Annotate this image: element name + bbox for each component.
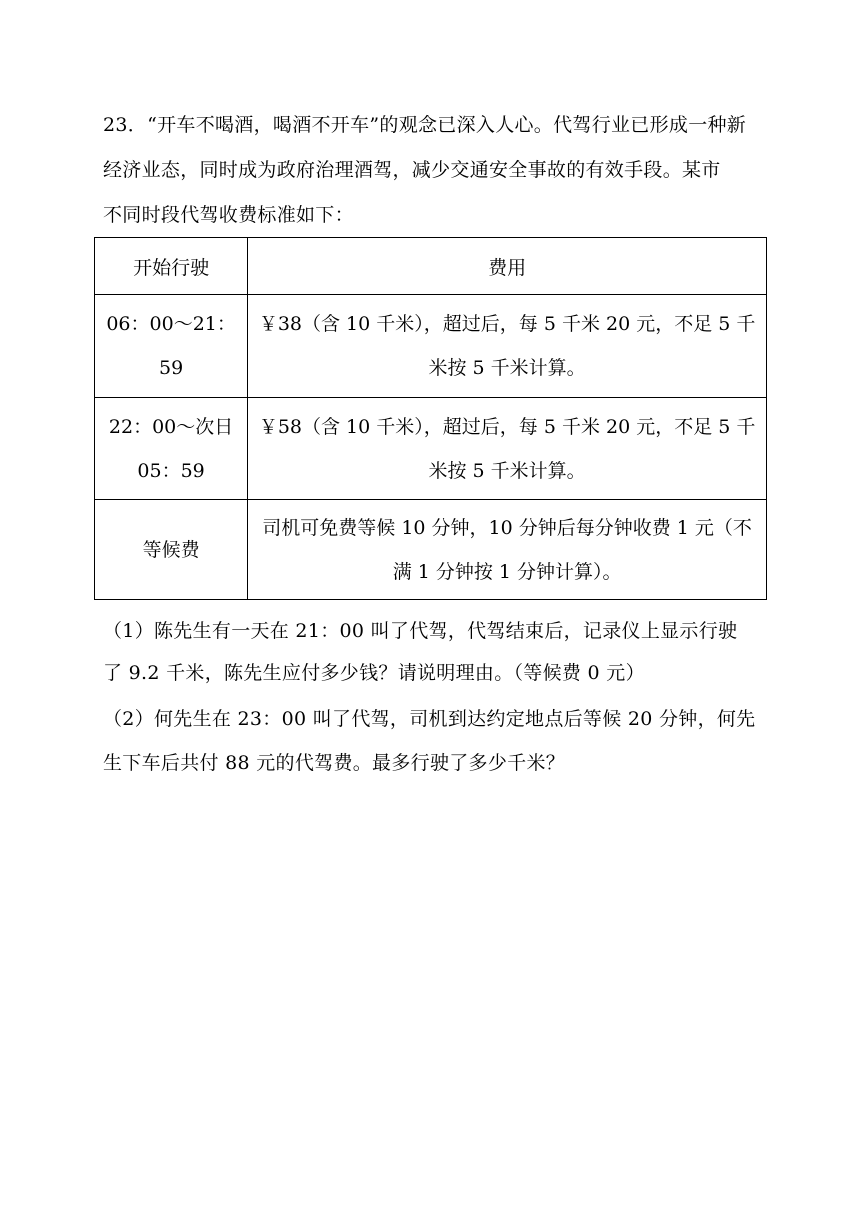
- sub-question-2-line-2: 生下车后共付 88 元的代驾费。最多行驶了多少千米？: [103, 752, 566, 774]
- table-row: [95, 500, 767, 600]
- fee-cell: [248, 398, 767, 500]
- header-fee: 费用: [248, 238, 767, 295]
- fee-text-line: 米按 5 千米计算。: [428, 357, 586, 379]
- question-line-2: 经济业态，同时成为政府治理酒驾，减少交通安全事故的有效手段。某市: [103, 159, 721, 181]
- table-header-row: [95, 238, 767, 295]
- time-text: 05：59: [137, 459, 205, 482]
- fee-text-line: 司机可免费等候 10 分钟，10 分钟后每分钟收费 1 元（不: [262, 516, 752, 539]
- table-row: [95, 295, 767, 398]
- time-text: 22：00～次日: [108, 415, 234, 438]
- fee-table: [94, 237, 767, 600]
- header-start-time: 开始行驶: [95, 238, 248, 295]
- fee-cell: [248, 295, 767, 398]
- time-text: 06：00～21：59: [106, 313, 236, 379]
- fee-cell: [248, 500, 767, 600]
- sub-question-2-line-1: （2）何先生在 23：00 叫了代驾，司机到达约定地点后等候 20 分钟，何先: [103, 708, 756, 730]
- fee-text-line: 米按 5 千米计算。: [428, 459, 586, 482]
- table-row: [95, 398, 767, 500]
- fee-text-line: 满 1 分钟按 1 分钟计算）。: [392, 560, 622, 583]
- time-text: 等候费: [142, 538, 200, 561]
- fee-text-line: ￥58（含 10 千米），超过后，每 5 千米 20 元，不足 5 千: [258, 415, 756, 438]
- sub-question-1-line-2: 了 9.2 千米，陈先生应付多少钱？请说明理由。（等候费 0 元）: [103, 662, 645, 684]
- question-line-1: 23．“开车不喝酒，喝酒不开车”的观念已深入人心。代驾行业已形成一种新: [103, 114, 747, 136]
- sub-question-1-line-1: （1）陈先生有一天在 21：00 叫了代驾，代驾结束后，记录仪上显示行驶: [103, 620, 738, 642]
- fee-text-line: ￥38（含 10 千米），超过后，每 5 千米 20 元，不足 5 千: [258, 313, 756, 335]
- time-cell: [95, 295, 248, 398]
- time-cell: [95, 398, 248, 500]
- question-line-3: 不同时段代驾收费标准如下：: [103, 204, 354, 226]
- time-cell: [95, 500, 248, 600]
